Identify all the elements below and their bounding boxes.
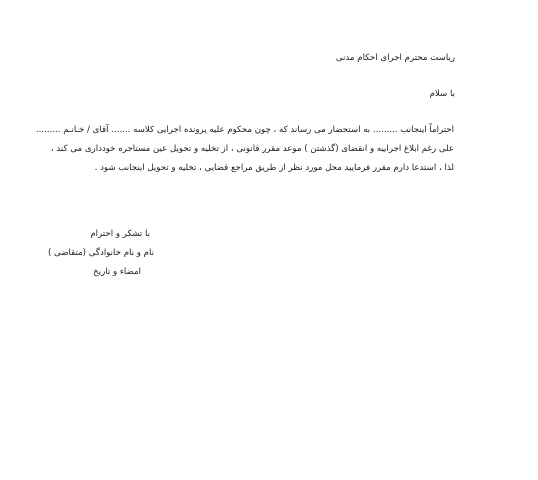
body-line-1: احتراماً اینجانب ......... به استحضار می رساند که ، چون محکوم علیه پرونده اجرایی کلاسه ....... آقای / خـانـم ......... xyxy=(35,125,454,135)
body-line-3: لذا ، استدعا دارم مقرر فرمایید محل مورد نظر از طریق مراجع قضایی ، تخلیه و تحویل اینجانب شود . xyxy=(94,163,454,173)
signature-date-line: امضاء و تاریخ xyxy=(93,267,141,277)
body-line-2: علی رغم ابلاغ اجراییه و انقضای (گذشتن ) موعد مقرر قانونی ، از تخلیه و تحویل عین مستاجره خودداری می کند ، xyxy=(50,144,454,154)
recipient-line: ریاست محترم اجرای احکام مدنی xyxy=(335,53,455,63)
closing-line: با تشکر و احترام xyxy=(90,229,150,239)
signature-name-line: نام و نام خانوادگی (متقاضی ) xyxy=(47,248,154,258)
greeting-line: با سلام xyxy=(429,89,455,99)
